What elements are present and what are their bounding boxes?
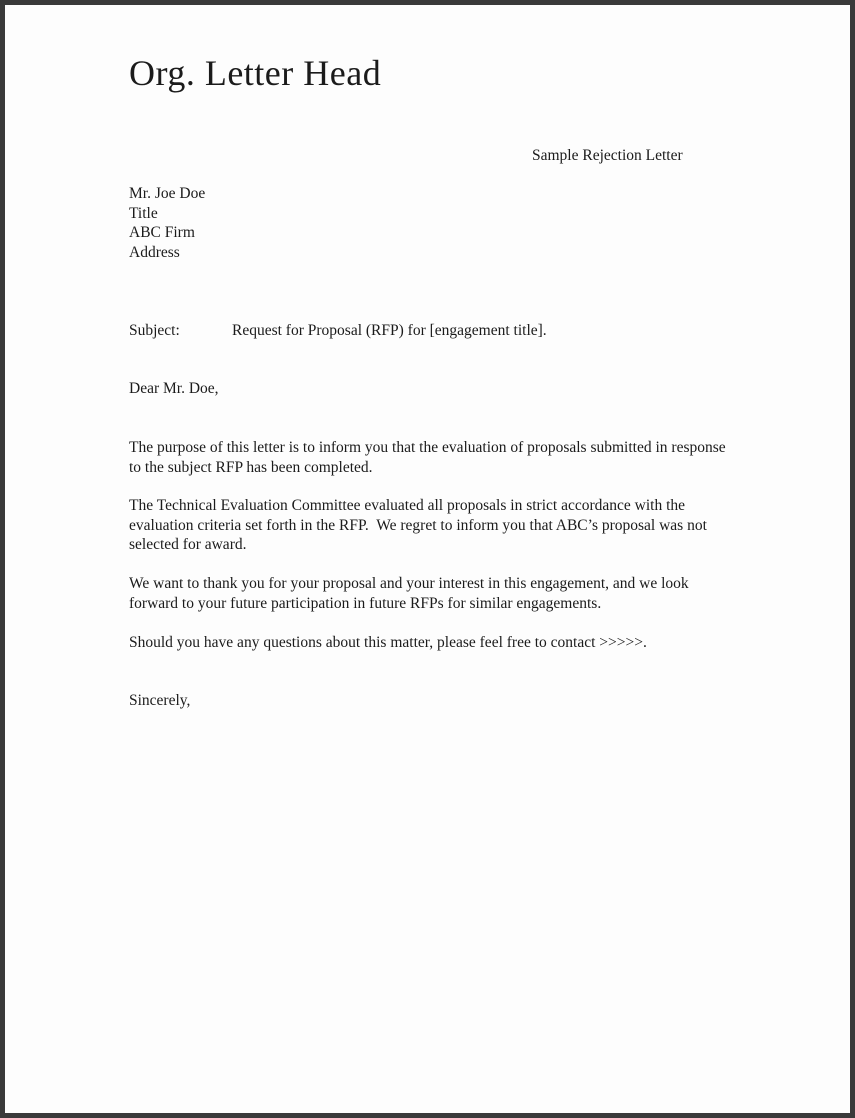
body-paragraph: We want to thank you for your proposal and your interest in this engagement, and we look forward to your future participation in future RFPs for similar engagements. [129, 575, 693, 612]
letterhead-title: Org. Letter Head [129, 53, 382, 93]
document-type-label: Sample Rejection Letter [532, 147, 683, 164]
recipient-firm: ABC Firm [129, 224, 195, 242]
salutation: Dear Mr. Doe, [129, 380, 219, 397]
subject-line [129, 321, 735, 341]
subject-label: Subject: [129, 322, 180, 339]
body-paragraph: The Technical Evaluation Committee evaluated all proposals in strict accordance with the evaluation criteria set forth in the RFP. We regret to inform you that ABC’s proposal was not selected for award. [129, 497, 711, 554]
recipient-address: Address [129, 244, 180, 262]
subject-text: Request for Proposal (RFP) for [engagement title]. [232, 322, 547, 339]
body-paragraph: The purpose of this letter is to inform you that the evaluation of proposals submitted in response to the subject RFP has been completed. [129, 439, 730, 476]
recipient-name: Mr. Joe Doe [129, 185, 206, 202]
recipient-title: Title [129, 204, 158, 222]
body-paragraph: Should you have any questions about this matter, please feel free to contact >>>>>. [129, 634, 647, 651]
recipient-address-block [129, 184, 735, 263]
closing: Sincerely, [129, 692, 191, 709]
